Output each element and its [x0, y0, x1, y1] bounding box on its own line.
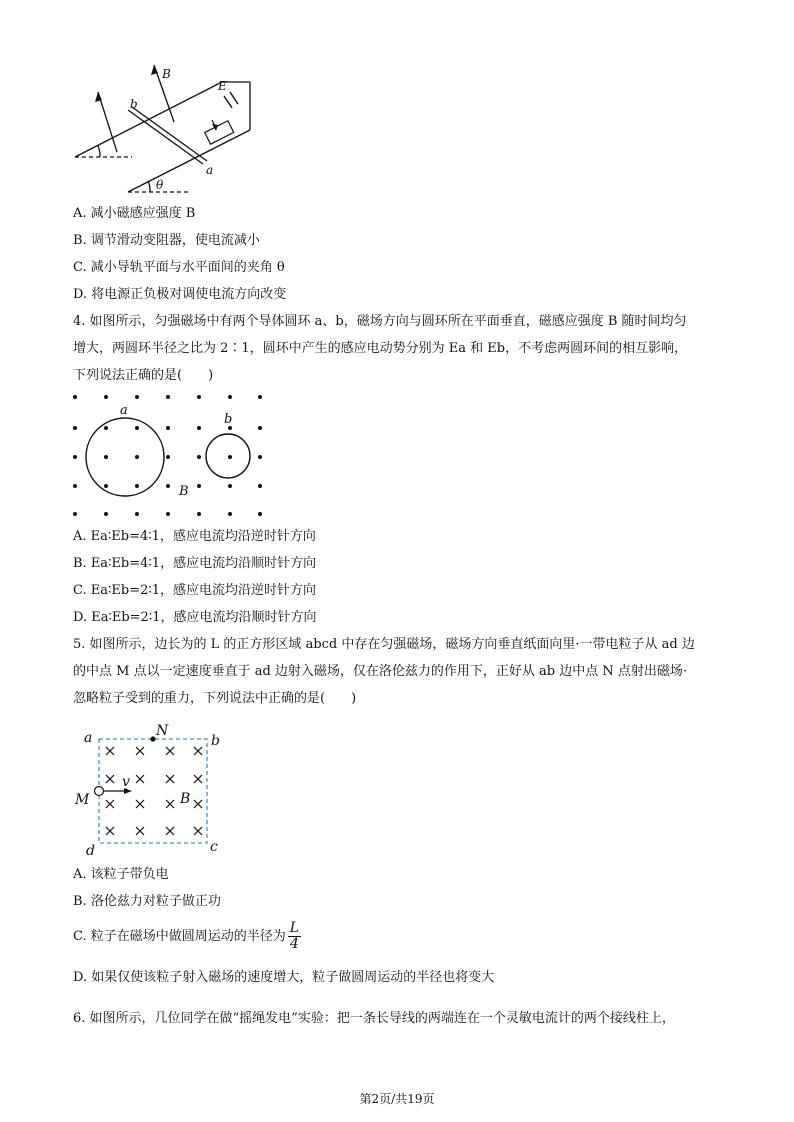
q5-label-d: d [86, 843, 95, 858]
q5-option-d: D. 如果仅使该粒子射入磁场的速度增大，粒子做圆周运动的半径也将变大 [73, 970, 495, 985]
q5-label-a: a [84, 730, 93, 746]
q3-label-a: a [206, 163, 214, 177]
q4-stem-line1: 4. 如图所示，匀强磁场中有两个导体圆环 a、b，磁场方向与圆环所在平面垂直，磁感应强度 B 随时间均匀 [73, 314, 687, 329]
q4-option-c: C. Ea∶Eb=2∶1，感应电流均沿逆时针方向 [73, 583, 317, 598]
field-dot [228, 395, 232, 399]
field-cross [166, 747, 174, 755]
field-dot [166, 395, 170, 399]
q4-figure [68, 392, 268, 520]
q3-option-d: D. 将电源正负极对调使电流方向改变 [73, 287, 287, 302]
q3-option-b: B. 调节滑动变阻器，使电流减小 [73, 233, 260, 248]
field-dot [258, 426, 262, 430]
q5-option-c-text: C. 粒子在磁场中做圆周运动的半径为 [73, 929, 286, 944]
field-dot [73, 484, 77, 488]
field-cross [136, 775, 144, 783]
q6-stem-line1: 6. 如图所示，几位同学在做“摇绳发电”实验：把一条长导线的两端连在一个灵敏电流计的两个接线柱上， [73, 1011, 675, 1026]
field-cross [194, 800, 202, 808]
field-dot [73, 426, 77, 430]
field-dot [258, 484, 262, 488]
q3-label-b: b [130, 97, 138, 111]
q3-label-theta: θ [156, 178, 164, 192]
field-cross [166, 827, 174, 835]
field-dot [197, 395, 201, 399]
field-cross [106, 800, 114, 808]
q5-label-b: b [211, 733, 220, 749]
q3-option-a: A. 减小磁感应强度 B [73, 206, 196, 221]
q5-stem-line3: 忽略粒子受到的重力，下列说法中正确的是( ) [73, 691, 357, 706]
field-cross [194, 827, 202, 835]
field-dot [104, 512, 108, 516]
field-dot [258, 512, 262, 516]
field-dot [104, 395, 108, 399]
field-dot [135, 395, 139, 399]
q5-option-c-fraction [288, 921, 301, 952]
q5-label-c: c [210, 839, 218, 855]
field-dot [104, 484, 108, 488]
field-dot [228, 455, 232, 459]
field-dot [104, 455, 108, 459]
field-cross [106, 775, 114, 783]
q5-label-v: v [122, 774, 130, 790]
q3-label-B: B [162, 67, 171, 81]
field-dot [104, 426, 108, 430]
q5-stem-line2: 的中点 M 点以一定速度垂直于 ad 边射入磁场，仅在洛伦兹力的作用下，正好从 ab 边中点 N 点射出磁场· [73, 664, 688, 679]
q4-stem-line3: 下列说法正确的是( ) [73, 368, 214, 383]
field-dot [166, 455, 170, 459]
field-dot [197, 512, 201, 516]
field-cross [106, 827, 114, 835]
q5-label-M: M [75, 792, 90, 808]
q4-label-b: b [224, 412, 233, 427]
field-dot [73, 395, 77, 399]
field-cross [136, 827, 144, 835]
field-dot [166, 512, 170, 516]
field-cross [166, 775, 174, 783]
field-dot [166, 426, 170, 430]
q4-option-b: B. Ea∶Eb=4∶1，感应电流均沿顺时针方向 [73, 556, 317, 571]
q5-option-c-denominator: 4 [289, 936, 299, 952]
field-dot [228, 512, 232, 516]
field-cross [194, 747, 202, 755]
field-dot [197, 455, 201, 459]
field-dot [166, 484, 170, 488]
field-dot [197, 426, 201, 430]
q3-figure [70, 60, 280, 198]
q4-stem-line2: 增大，两圆环半径之比为 2∶1，圆环中产生的感应电动势分别为 Ea 和 Eb，不考虑两圆环间的相互影响， [73, 341, 688, 356]
q5-option-c-numerator: L [289, 920, 300, 936]
q5-figure [70, 718, 230, 858]
field-dot [258, 395, 262, 399]
q5-option-b: B. 洛伦兹力对粒子做正功 [73, 894, 221, 909]
field-dot [228, 484, 232, 488]
field-cross [194, 775, 202, 783]
field-cross [136, 800, 144, 808]
field-dot [135, 484, 139, 488]
field-cross [106, 747, 114, 755]
field-dot [258, 455, 262, 459]
q5-stem-line1: 5. 如图所示，边长为的 L 的正方形区域 abcd 中存在匀强磁场，磁场方向垂直纸面向里·一带电粒子从 ad 边 [73, 637, 695, 652]
q4-label-a: a [120, 403, 128, 418]
q4-label-B: B [179, 484, 189, 499]
q5-option-c [73, 920, 301, 954]
field-dot [73, 512, 77, 516]
field-dot [197, 484, 201, 488]
q4-option-d: D. Ea∶Eb=2∶1，感应电流均沿顺时针方向 [73, 610, 317, 625]
field-cross [136, 747, 144, 755]
page-footer: 第2页/共19页 [359, 1092, 435, 1106]
q3-label-E: E [218, 79, 227, 93]
field-dot [135, 512, 139, 516]
q3-option-c: C. 减小导轨平面与水平面间的夹角 θ [73, 260, 285, 275]
field-dot [73, 455, 77, 459]
q5-label-B: B [180, 791, 191, 807]
field-cross [166, 800, 174, 808]
field-dot [135, 426, 139, 430]
field-dot [135, 455, 139, 459]
q5-label-N: N [156, 723, 169, 739]
q4-option-a: A. Ea∶Eb=4∶1，感应电流均沿逆时针方向 [73, 529, 316, 544]
q5-option-a: A. 该粒子带负电 [73, 867, 169, 882]
